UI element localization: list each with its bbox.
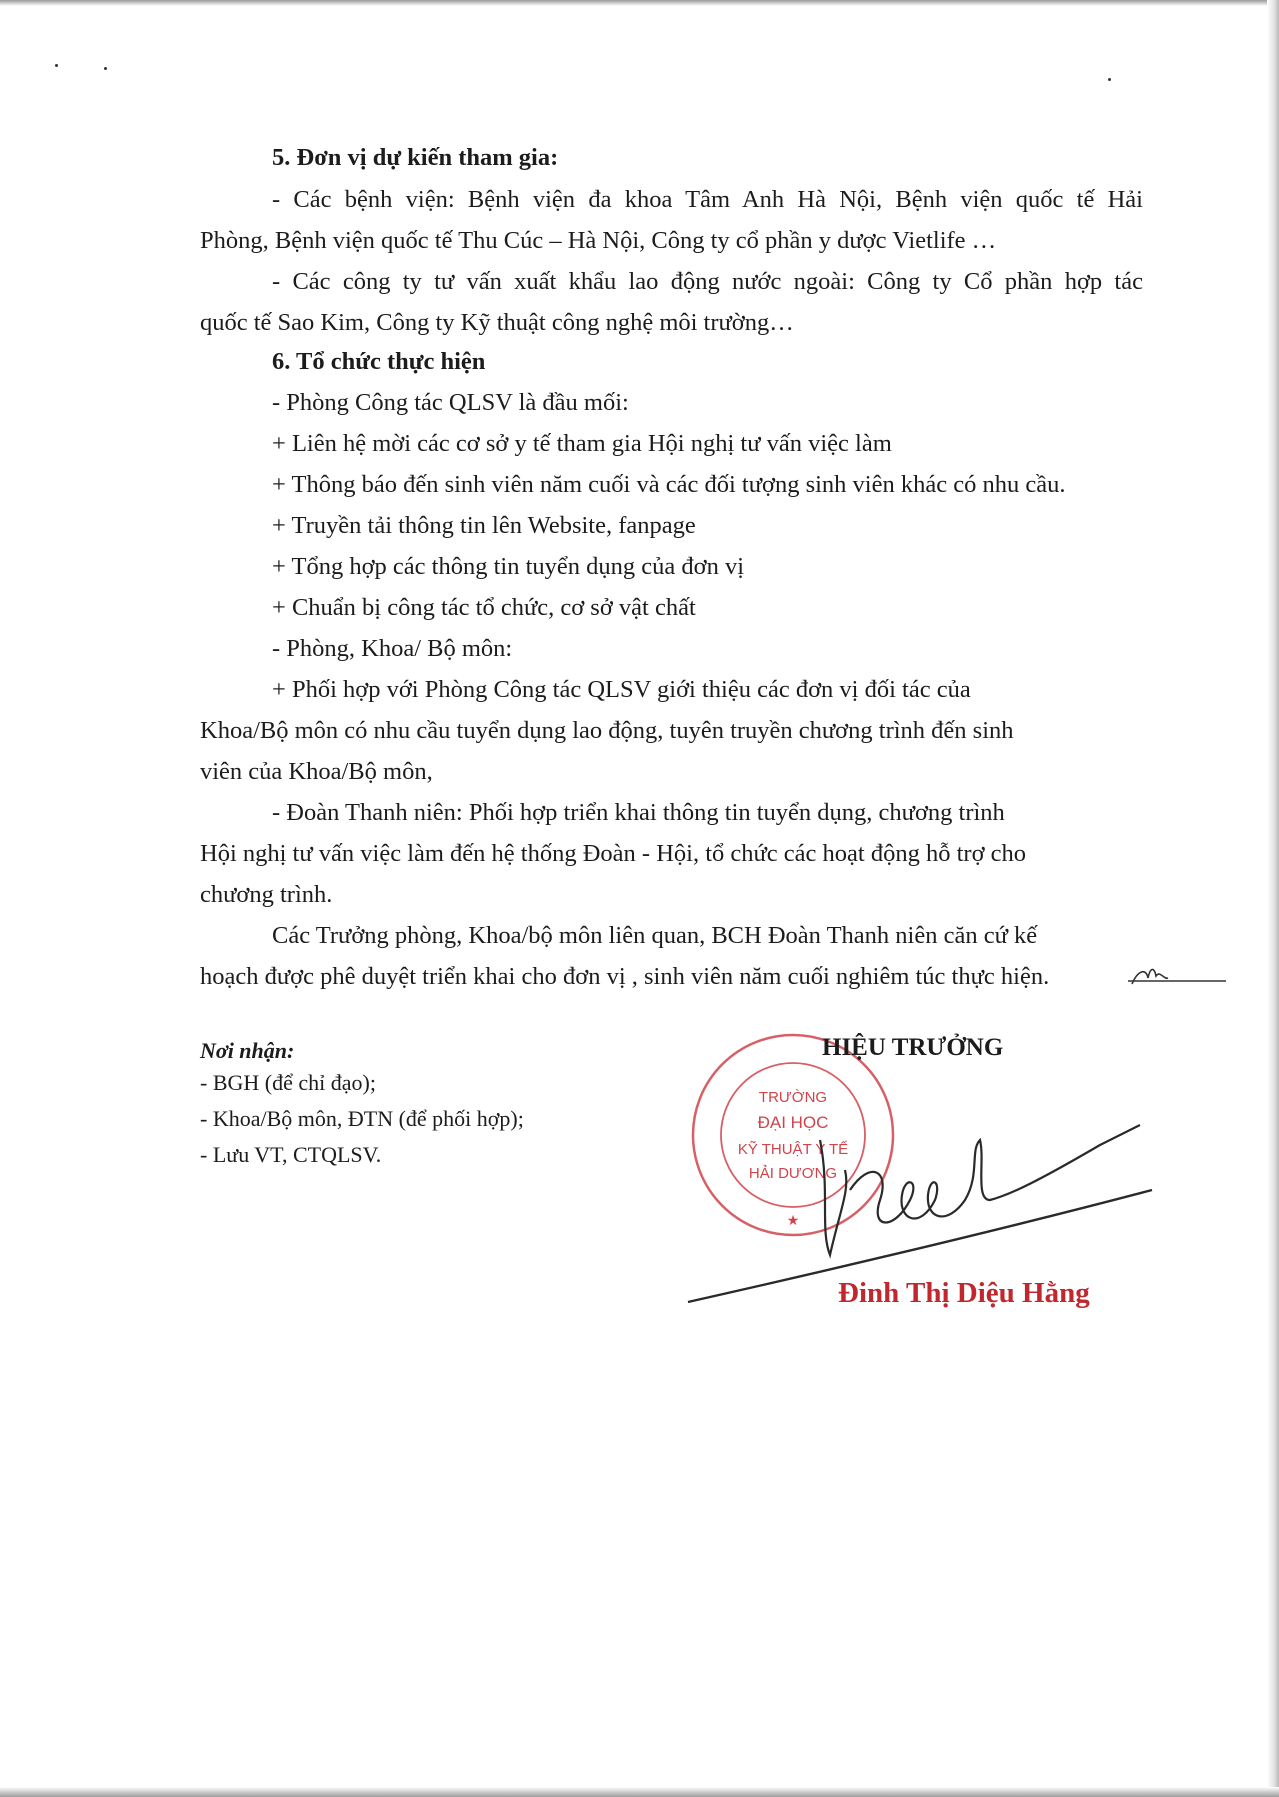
section6-youth-line3: chương trình. bbox=[200, 881, 333, 908]
scan-edge-top bbox=[0, 0, 1279, 6]
section6-heading: 6. Tổ chức thực hiện bbox=[272, 348, 486, 375]
office-task-item: + Tổng hợp các thông tin tuyển dụng của đơn vị bbox=[272, 553, 745, 580]
office-task-item: + Liên hệ mời các cơ sở y tế tham gia Hội nghị tư vấn việc làm bbox=[272, 430, 892, 457]
section6-faculty-intro: - Phòng, Khoa/ Bộ môn: bbox=[272, 635, 513, 662]
scan-speck bbox=[1108, 78, 1111, 81]
recipient-item: - Lưu VT, CTQLSV. bbox=[200, 1142, 382, 1167]
section6-youth-line1: - Đoàn Thanh niên: Phối hợp triển khai thông tin tuyển dụng, chương trình bbox=[272, 799, 1005, 826]
recipient-item: - BGH (để chỉ đạo); bbox=[200, 1070, 376, 1095]
section5-companies-line1: - Các công ty tư vấn xuất khẩu lao động nước ngoài: Công ty Cổ phần hợp tác bbox=[272, 268, 1143, 295]
handwritten-signature bbox=[680, 1080, 1160, 1310]
section6-faculty-line2: Khoa/Bộ môn có nhu cầu tuyển dụng lao động, tuyên truyền chương trình đến sinh bbox=[200, 717, 1014, 744]
stamp-line3: KỸ THUẬT Y TẾ bbox=[737, 1141, 849, 1158]
initials-mark bbox=[1128, 960, 1228, 990]
office-task-item: + Truyền tải thông tin lên Website, fanpage bbox=[272, 512, 696, 539]
scan-speck bbox=[104, 67, 107, 70]
stamp-star-icon: ★ bbox=[786, 1214, 800, 1229]
stamp-line2: ĐẠI HỌC bbox=[757, 1113, 829, 1132]
stamp-line4: HẢI DƯƠNG bbox=[748, 1165, 838, 1182]
section6-office-intro: - Phòng Công tác QLSV là đầu mối: bbox=[272, 389, 629, 416]
section5-heading: 5. Đơn vị dự kiến tham gia: bbox=[272, 144, 559, 171]
stamp-line1: TRƯỜNG bbox=[758, 1089, 828, 1106]
section6-youth-line2: Hội nghị tư vấn việc làm đến hệ thống Đoàn - Hội, tổ chức các hoạt động hỗ trợ cho bbox=[200, 840, 1027, 867]
signature-title: HIỆU TRƯỞNG bbox=[822, 1034, 1004, 1061]
recipients-title: Nơi nhận: bbox=[200, 1038, 295, 1063]
office-task-item: + Thông báo đến sinh viên năm cuối và các đối tượng sinh viên khác có nhu cầu. bbox=[272, 471, 1066, 498]
recipient-item: - Khoa/Bộ môn, ĐTN (để phối hợp); bbox=[200, 1106, 524, 1131]
signer-name: Đinh Thị Diệu Hằng bbox=[838, 1277, 1090, 1309]
closing-line1: Các Trưởng phòng, Khoa/bộ môn liên quan, BCH Đoàn Thanh niên căn cứ kế bbox=[272, 922, 1038, 949]
section6-faculty-line1: + Phối hợp với Phòng Công tác QLSV giới thiệu các đơn vị đối tác của bbox=[272, 676, 971, 703]
section5-hospitals-line1: - Các bệnh viện: Bệnh viện đa khoa Tâm Anh Hà Nội, Bệnh viện quốc tế Hải bbox=[272, 186, 1143, 213]
office-task-item: + Chuẩn bị công tác tổ chức, cơ sở vật chất bbox=[272, 594, 696, 621]
scan-edge-right bbox=[1267, 0, 1279, 1797]
scan-speck bbox=[55, 64, 58, 67]
section6-faculty-line3: viên của Khoa/Bộ môn, bbox=[200, 758, 433, 785]
section5-companies-line2: quốc tế Sao Kim, Công ty Kỹ thuật công nghệ môi trường… bbox=[200, 309, 794, 336]
scan-edge-bottom bbox=[0, 1787, 1279, 1797]
closing-line2: hoạch được phê duyệt triển khai cho đơn vị , sinh viên năm cuối nghiêm túc thực hiện. bbox=[200, 963, 1050, 990]
section5-hospitals-line2: Phòng, Bệnh viện quốc tế Thu Cúc – Hà Nội, Công ty cổ phần y dược Vietlife … bbox=[200, 227, 997, 254]
